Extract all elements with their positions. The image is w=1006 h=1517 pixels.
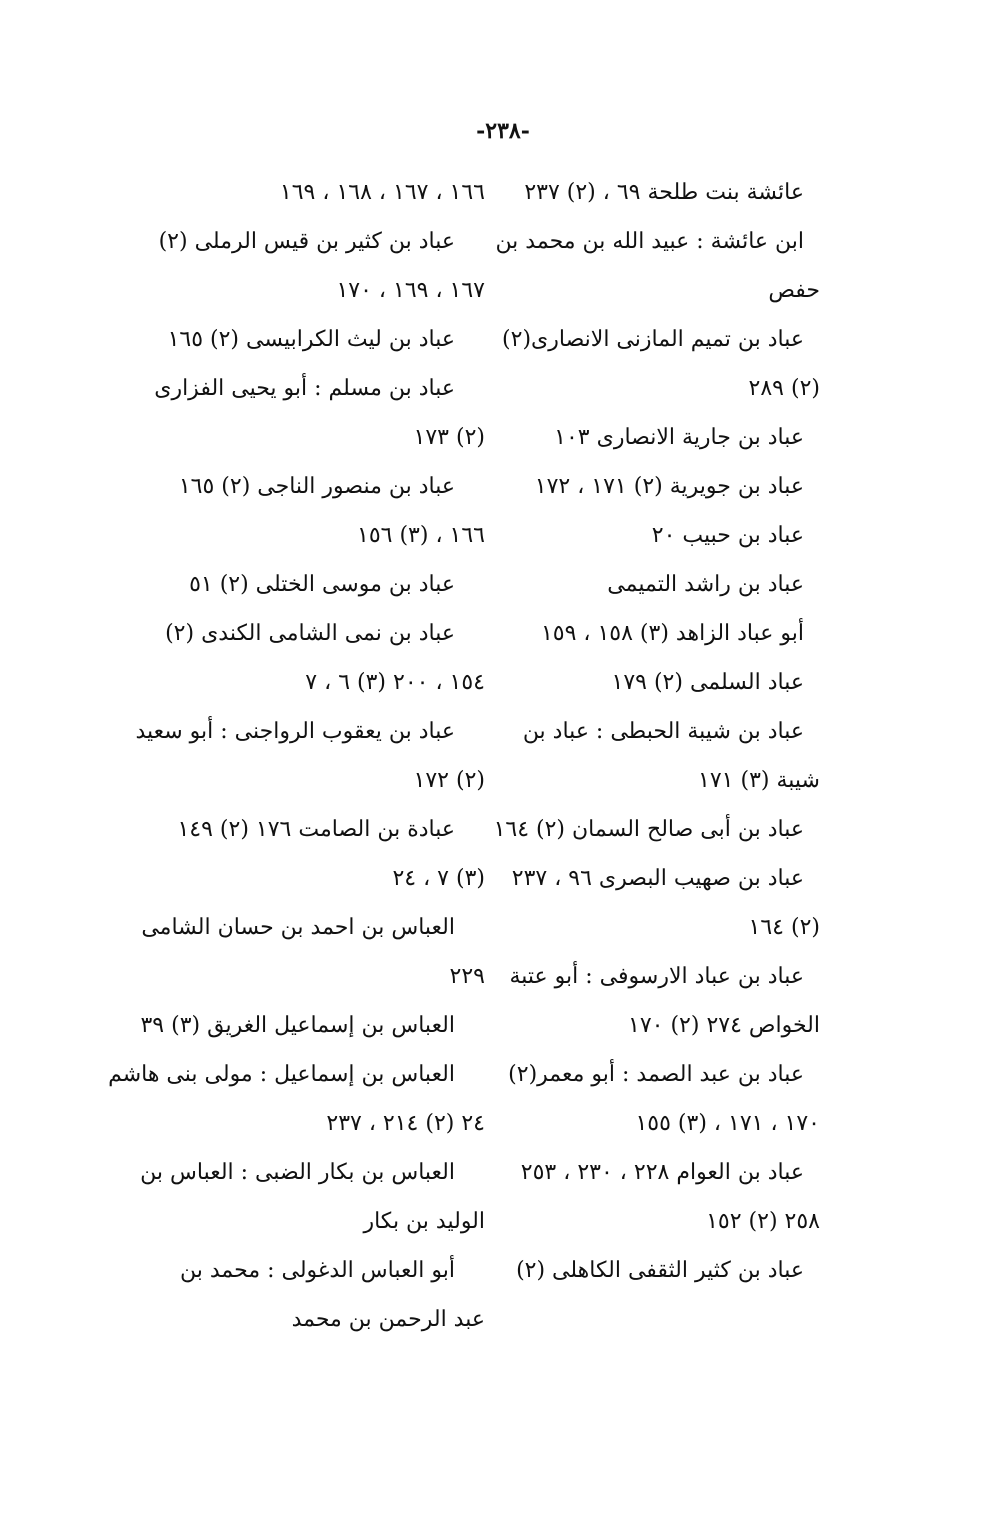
index-entry-continuation: عبد الرحمن بن محمد [291,1307,485,1332]
index-entry: العباس بن إسماعيل الغريق (٣) ٣٩ [140,1013,455,1038]
index-entry-continuation: (٢) ٢٨٩ [748,376,820,401]
index-entry: عباد بن كثير الثقفى الكاهلى (٢) [516,1258,804,1283]
index-entry-continuation: حفص [768,278,820,303]
index-entry-continuation: ٢٤ (٢) ٢١٤ ، ٢٣٧ [326,1111,485,1136]
index-column-right [493,168,820,1295]
index-entry: عباد السلمى (٢) ١٧٩ [611,670,804,695]
index-entry-continuation: (٢) ١٧٢ [413,768,485,793]
index-entry: عباد بن شيبة الحبطى : عباد بن [522,719,804,744]
index-entry: أبو عباد الزاهد (٣) ١٥٨ ، ١٥٩ [540,621,804,646]
index-entry: عباد بن ليث الكرابيسى (٢) ١٦٥ [167,327,455,352]
index-entry: العباس بن احمد بن حسان الشامى [141,915,455,940]
index-entry: عباد بن حبيب ٢٠ [651,523,804,548]
index-entry-continuation: ١٧٠ ، ١٧١ ، (٣) ١٥٥ [635,1111,820,1136]
index-entry-continuation: ٢٥٨ (٢) ١٥٢ [706,1209,820,1234]
index-entry-continuation: ١٦٦ ، ١٦٧ ، ١٦٨ ، ١٦٩ [279,180,485,205]
index-entry: عباد بن نمى الشامى الكندى (٢) [165,621,455,646]
index-entry-continuation: (٣) ٧ ، ٢٤ [392,866,485,891]
index-entry-continuation: ١٦٦ ، (٣) ١٥٦ [357,523,485,548]
index-entry: عباد بن العوام ٢٢٨ ، ٢٣٠ ، ٢٥٣ [520,1160,804,1185]
index-entry: عباد بن عباد الارسوفى : أبو عتبة [509,964,804,989]
index-entry-continuation: ٢٢٩ [449,964,485,989]
index-entry-continuation: (٢) ١٦٤ [748,915,820,940]
index-entry: ابن عائشة : عبيد الله بن محمد بن [495,229,804,254]
index-entry: عباد بن مسلم : أبو يحيى الفزارى [154,376,455,401]
index-entry-continuation: شيبة (٣) ١٧١ [698,768,820,793]
index-entry: عباد بن صهيب البصرى ٩٦ ، ٢٣٧ [511,866,804,891]
index-entry-continuation: ١٦٧ ، ١٦٩ ، ١٧٠ [336,278,485,303]
index-entry: عباد بن جويرية (٢) ١٧١ ، ١٧٢ [534,474,804,499]
index-entry-continuation: الخواص ٢٧٤ (٢) ١٧٠ [628,1013,820,1038]
index-entry: العباس بن بكار الضبى : العباس بن [140,1160,455,1185]
index-entry-continuation: (٢) ١٧٣ [413,425,485,450]
index-entry-continuation: ١٥٤ ، ٢٠٠ (٣) ٦ ، ٧ [305,670,485,695]
index-column-left [108,168,485,1344]
index-entry: عبادة بن الصامت ١٧٦ (٢) ١٤٩ [177,817,455,842]
index-entry: عباد بن عبد الصمد : أبو معمر(٢) [508,1062,804,1087]
index-entry: عباد بن كثير بن قيس الرملى (٢) [158,229,455,254]
index-entry: عباد بن راشد التميمى [607,572,804,597]
index-entry-continuation: الوليد بن بكار [363,1209,485,1234]
index-entry: عباد بن أبى صالح السمان (٢) ١٦٤ [493,817,804,842]
index-entry: عباد بن تميم المازنى الانصارى(٢) [502,327,804,352]
index-entry: العباس بن إسماعيل : مولى بنى هاشم [108,1062,455,1087]
page-number: -٢٣٨- [476,118,530,144]
index-entry: عباد بن منصور الناجى (٢) ١٦٥ [178,474,455,499]
index-entry: عباد بن جارية الانصارى ١٠٣ [554,425,804,450]
index-entry: عائشة بنت طلحة ٦٩ ، (٢) ٢٣٧ [524,180,804,205]
index-entry: عباد بن يعقوب الرواجنى : أبو سعيد [135,719,455,744]
index-entry: أبو العباس الدغولى : محمد بن [180,1258,455,1283]
index-entry: عباد بن موسى الختلى (٢) ٥١ [189,572,455,597]
